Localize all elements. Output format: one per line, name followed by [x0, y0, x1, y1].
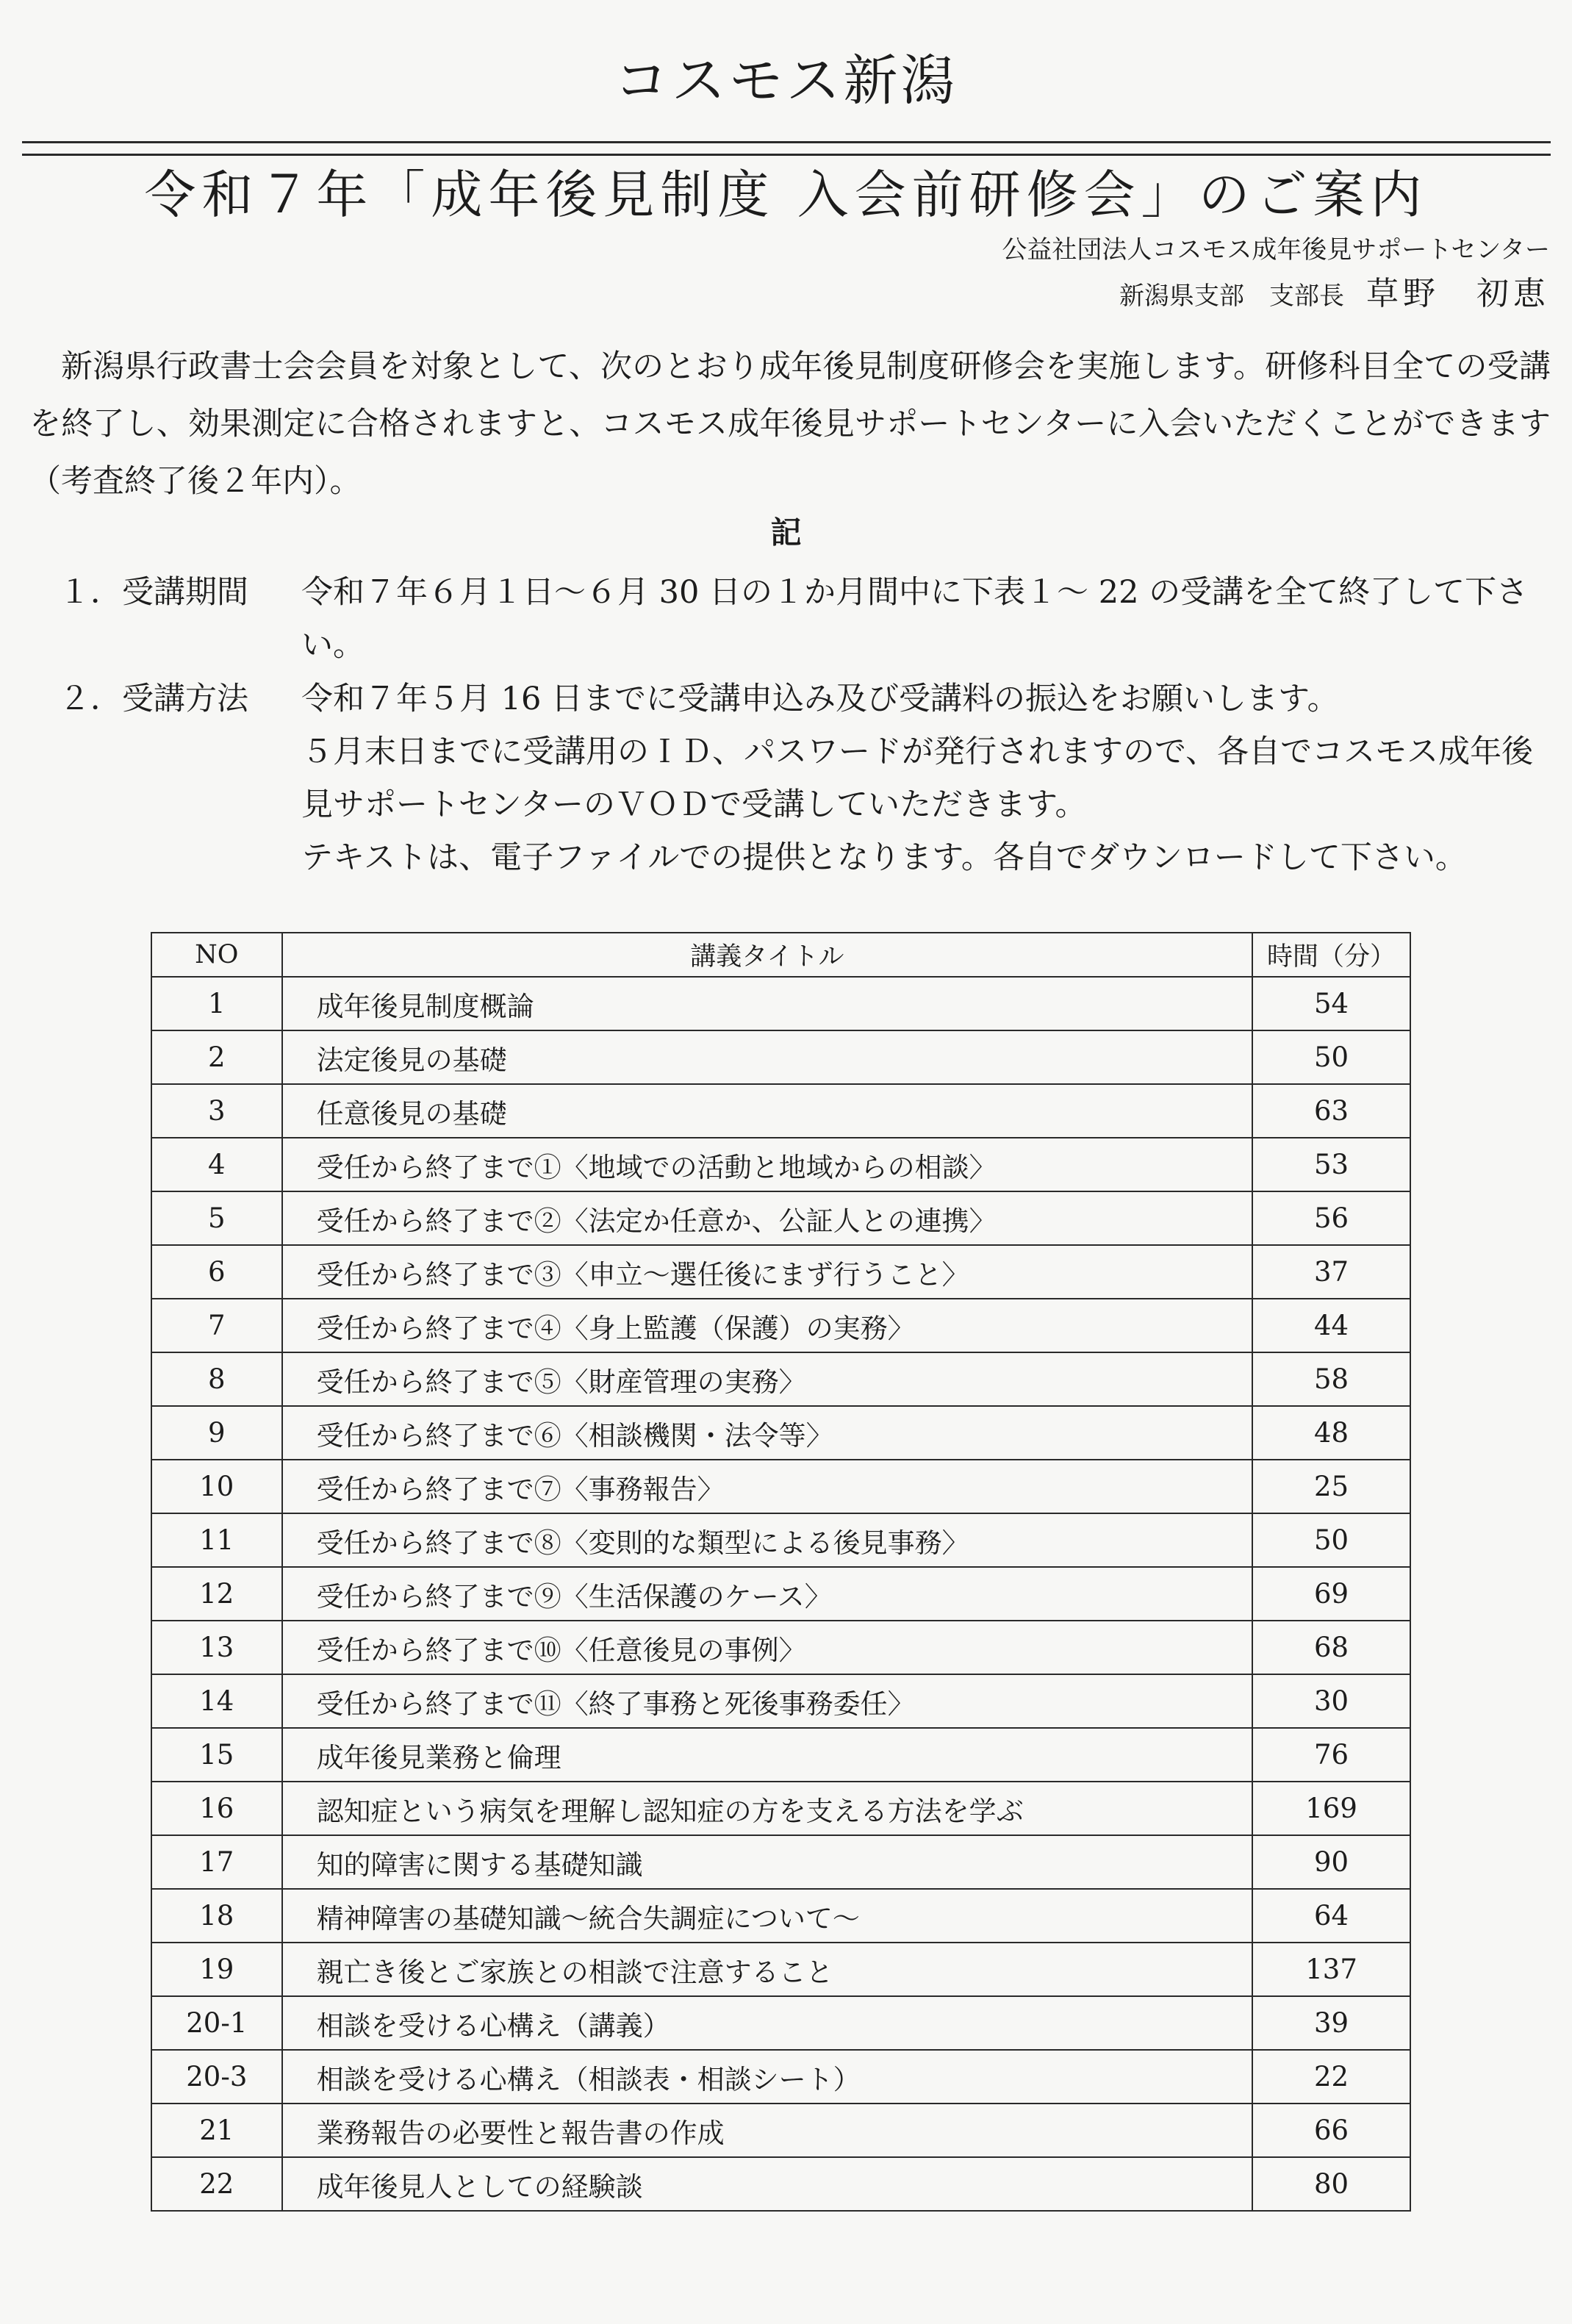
row-title: 法定後見の基礎 [282, 1030, 1253, 1084]
table-row [151, 2104, 1410, 2157]
table-row [151, 1889, 1410, 1943]
table-row [151, 2050, 1410, 2104]
row-no: 12 [151, 1567, 282, 1621]
table-row [151, 977, 1410, 1030]
row-no: 21 [151, 2104, 282, 2157]
branch-line [1119, 276, 1550, 315]
row-minutes: 90 [1252, 1835, 1410, 1889]
item-line: ５月末日までに受講用のＩＤ、パスワードが発行されますので、各自でコスモス成年後見サポートセンターのＶＯＤで受講していただきます。 [301, 734, 1534, 823]
row-title: 精神障害の基礎知識～統合失調症について～ [282, 1889, 1253, 1943]
row-no: 18 [151, 1889, 282, 1943]
row-no: 10 [151, 1460, 282, 1513]
table-row [151, 1782, 1410, 1835]
row-minutes: 44 [1252, 1299, 1410, 1352]
table-row [151, 1674, 1410, 1728]
table-row [151, 1352, 1410, 1406]
row-minutes: 63 [1252, 1084, 1410, 1138]
item-text [301, 673, 1551, 884]
row-no: 3 [151, 1084, 282, 1138]
lecture-table [151, 932, 1411, 2212]
row-no: 20-3 [151, 2050, 282, 2104]
row-no: 9 [151, 1406, 282, 1460]
row-minutes: 53 [1252, 1138, 1410, 1191]
notice-title: 令和７年「成年後見制度 入会前研修会」のご案内 [144, 165, 1428, 225]
table-row [151, 1943, 1410, 1996]
row-minutes: 25 [1252, 1460, 1410, 1513]
row-minutes: 50 [1252, 1513, 1410, 1567]
table-row [151, 1138, 1410, 1191]
ki-heading: 記 [770, 514, 802, 550]
item-label: １．受講期間 [59, 574, 248, 611]
row-title: 認知症という病気を理解し認知症の方を支える方法を学ぶ [282, 1782, 1253, 1835]
header-minutes: 時間（分） [1252, 933, 1410, 977]
row-minutes: 54 [1252, 977, 1410, 1030]
row-no: 16 [151, 1782, 282, 1835]
table-row [151, 1728, 1410, 1782]
row-title: 業務報告の必要性と報告書の作成 [282, 2104, 1253, 2157]
row-title: 親亡き後とご家族との相談で注意すること [282, 1943, 1253, 1996]
row-minutes: 66 [1252, 2104, 1410, 2157]
row-no: 22 [151, 2157, 282, 2211]
table-row [151, 2157, 1410, 2211]
newsletter-title: コスモス新潟 [614, 49, 958, 112]
item-text [301, 566, 1551, 672]
row-minutes: 48 [1252, 1406, 1410, 1460]
row-minutes: 22 [1252, 2050, 1410, 2104]
row-minutes: 64 [1252, 1889, 1410, 1943]
row-title: 受任から終了まで④〈身上監護（保護）の実務〉 [282, 1299, 1253, 1352]
row-minutes: 68 [1252, 1621, 1410, 1674]
row-minutes: 169 [1252, 1782, 1410, 1835]
row-no: 6 [151, 1245, 282, 1299]
branch-position: 新潟県支部 支部長 [1119, 281, 1344, 311]
row-no: 11 [151, 1513, 282, 1567]
header-title: 講義タイトル [282, 933, 1253, 977]
table-row [151, 1084, 1410, 1138]
row-no: 4 [151, 1138, 282, 1191]
row-title: 受任から終了まで⑩〈任意後見の事例〉 [282, 1621, 1253, 1674]
header-no: NO [151, 933, 282, 977]
row-title: 受任から終了まで⑥〈相談機関・法令等〉 [282, 1406, 1253, 1460]
row-title: 受任から終了まで②〈法定か任意か、公証人との連携〉 [282, 1191, 1253, 1245]
row-title: 知的障害に関する基礎知識 [282, 1835, 1253, 1889]
branch-chief-name: 草野 初恵 [1366, 275, 1550, 312]
table-row [151, 1621, 1410, 1674]
row-minutes: 50 [1252, 1030, 1410, 1084]
row-title: 受任から終了まで⑨〈生活保護のケース〉 [282, 1567, 1253, 1621]
row-title: 受任から終了まで⑦〈事務報告〉 [282, 1460, 1253, 1513]
table-row [151, 1245, 1410, 1299]
row-title: 受任から終了まで⑤〈財産管理の実務〉 [282, 1352, 1253, 1406]
table-row [151, 1460, 1410, 1513]
organization-name: 公益社団法人コスモス成年後見サポートセンター [1002, 235, 1550, 265]
item-line: 令和７年６月１日～６月 30 日の１か月間中に下表１～ 22 の受講を全て終了して下さい。 [301, 574, 1529, 664]
row-minutes: 56 [1252, 1191, 1410, 1245]
row-no: 19 [151, 1943, 282, 1996]
row-minutes: 30 [1252, 1674, 1410, 1728]
table-row [151, 1191, 1410, 1245]
row-title: 相談を受ける心構え（相談表・相談シート） [282, 2050, 1253, 2104]
row-no: 1 [151, 977, 282, 1030]
row-title: 任意後見の基礎 [282, 1084, 1253, 1138]
row-title: 相談を受ける心構え（講義） [282, 1996, 1253, 2050]
row-title: 成年後見人としての経験談 [282, 2157, 1253, 2211]
row-title: 受任から終了まで③〈申立～選任後にまず行うこと〉 [282, 1245, 1253, 1299]
row-minutes: 37 [1252, 1245, 1410, 1299]
table-row [151, 1406, 1410, 1460]
row-minutes: 76 [1252, 1728, 1410, 1782]
row-no: 14 [151, 1674, 282, 1728]
row-no: 7 [151, 1299, 282, 1352]
table-row [151, 1030, 1410, 1084]
row-minutes: 58 [1252, 1352, 1410, 1406]
table-row [151, 1835, 1410, 1889]
table-row [151, 1996, 1410, 2050]
row-title: 受任から終了まで⑪〈終了事務と死後事務委任〉 [282, 1674, 1253, 1728]
row-minutes: 39 [1252, 1996, 1410, 2050]
row-minutes: 137 [1252, 1943, 1410, 1996]
table-row [151, 1567, 1410, 1621]
row-title: 成年後見制度概論 [282, 977, 1253, 1030]
row-title: 成年後見業務と倫理 [282, 1728, 1253, 1782]
item-label: ２．受講方法 [59, 681, 248, 717]
item-line: 令和７年５月 16 日までに受講申込み及び受講料の振込をお願いします。 [301, 681, 1339, 717]
row-no: 8 [151, 1352, 282, 1406]
header-divider [22, 141, 1551, 156]
row-no: 5 [151, 1191, 282, 1245]
row-title: 受任から終了まで①〈地域での活動と地域からの相談〉 [282, 1138, 1253, 1191]
row-minutes: 69 [1252, 1567, 1410, 1621]
row-no: 20-1 [151, 1996, 282, 2050]
row-title: 受任から終了まで⑧〈変則的な類型による後見事務〉 [282, 1513, 1253, 1567]
row-no: 15 [151, 1728, 282, 1782]
row-no: 2 [151, 1030, 282, 1084]
item-line: テキストは、電子ファイルでの提供となります。各自でダウンロードして下さい。 [301, 839, 1467, 876]
intro-paragraph: 新潟県行政書士会会員を対象として、次のとおり成年後見制度研修会を実施します。研修科目全ての受講を終了し、効果測定に合格されますと、コスモス成年後見サポートセンターに入会いただくことができます（考査終了後２年内）。 [29, 348, 1551, 500]
row-no: 13 [151, 1621, 282, 1674]
table-row [151, 1299, 1410, 1352]
table-row [151, 1513, 1410, 1567]
row-minutes: 80 [1252, 2157, 1410, 2211]
row-no: 17 [151, 1835, 282, 1889]
table-header-row [151, 933, 1410, 977]
